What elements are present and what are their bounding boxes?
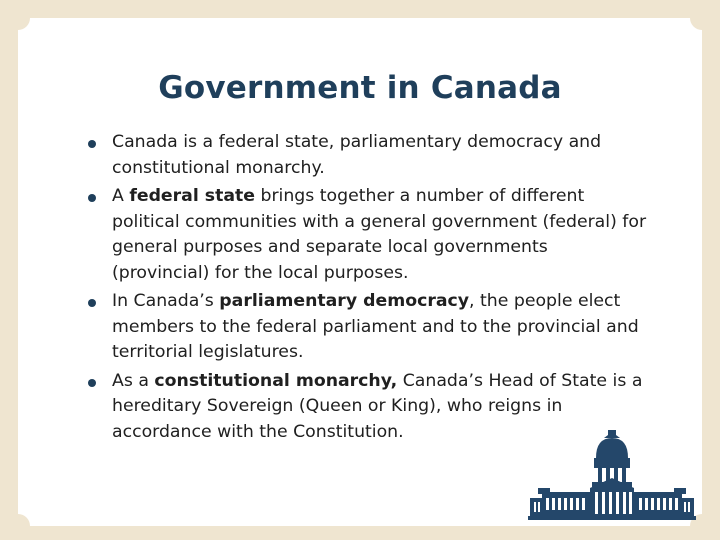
bullet-text: As a (112, 370, 155, 391)
bullet-text: Canada’s Head of State is a hereditary Sovereign (Queen or King), who reigns in accordance with the Constitution. (112, 370, 643, 442)
bullet-text: Canada is a federal state, parliamentary democracy and constitutional monarchy. (112, 132, 602, 178)
bullet-dot (88, 299, 96, 307)
corner-decoration (6, 514, 30, 538)
bullet-dot (88, 379, 96, 387)
bullet-text: , the people elect members to the federal parliament and to the provincial and territorial legislatures. (112, 291, 639, 362)
bullet-list (88, 130, 648, 448)
bullet-dot (88, 194, 96, 202)
bullet-emphasis: parliamentary democracy (219, 291, 470, 311)
slide-title: Government in Canada (158, 70, 562, 106)
bullet-text: brings together a number of different political communities with a general government (federal) for general purposes and separate local governments (provincial) for the local purposes. (112, 186, 647, 283)
bullet-emphasis: constitutional monarchy, (154, 370, 398, 391)
bullet-item (88, 184, 648, 286)
bullet-text: A (112, 186, 130, 206)
bullet-item (88, 130, 648, 181)
bullet-dot (88, 140, 96, 148)
bullet-item (88, 289, 648, 366)
legislature-building-icon (528, 428, 696, 520)
bullet-emphasis: federal state (129, 186, 255, 206)
bullet-text: In Canada’s (112, 291, 220, 311)
